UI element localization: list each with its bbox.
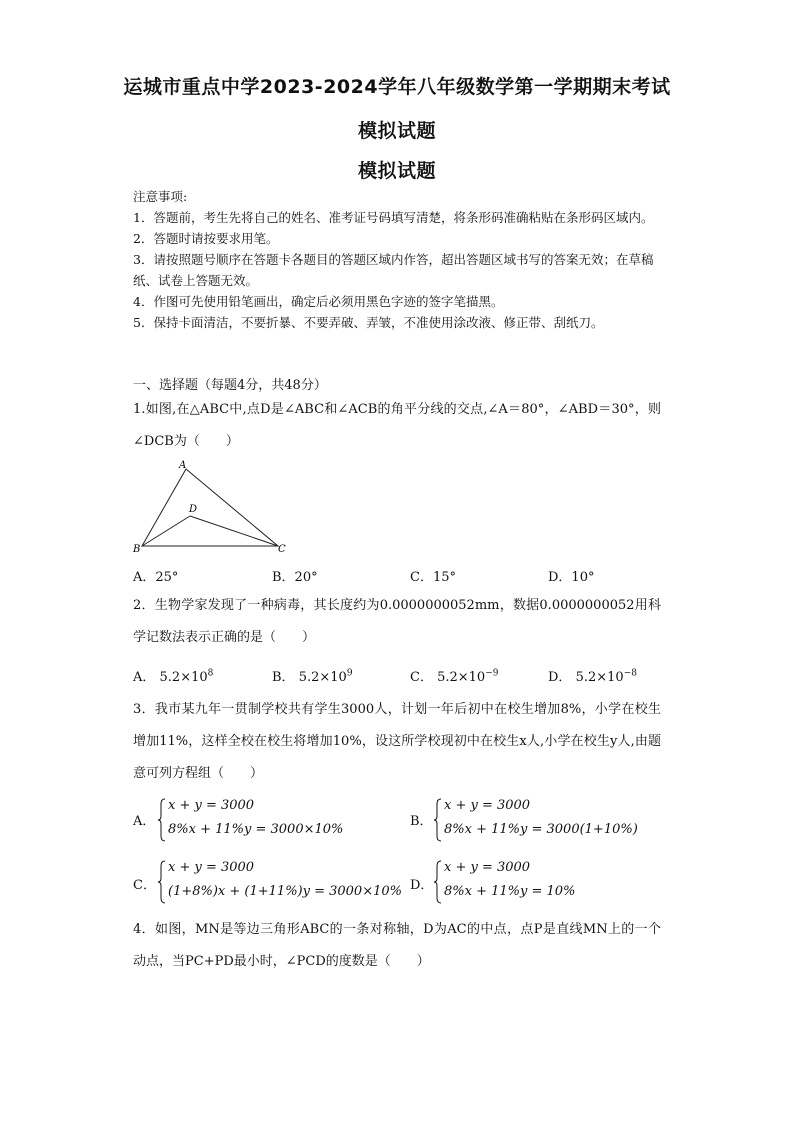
option-a[interactable]: A．25° (133, 570, 179, 585)
figure-label-a: A (179, 460, 187, 471)
option-letter: B． (272, 670, 295, 685)
option-value: 5.2×10 (437, 670, 486, 685)
equation-line-1: x + y = 3000 (444, 860, 531, 875)
note-item: 2．答题时请按要求用笔。 (133, 231, 279, 246)
brace-icon (434, 798, 442, 846)
exam-subtitle: 模拟试题 (357, 120, 436, 142)
figure-label-d: D (189, 504, 198, 515)
note-item: 4．作图可先使用铅笔画出，确定后必须用黑色字迹的签字笔描黑。 (133, 294, 504, 309)
triangle-figure (130, 456, 290, 556)
brace-icon (434, 860, 442, 908)
option-letter: A． (133, 670, 156, 685)
option-exponent: −8 (623, 668, 637, 679)
option-c[interactable]: C．15° (410, 570, 456, 585)
option-a[interactable] (133, 666, 213, 685)
brace-icon (158, 860, 166, 908)
equation-line-1: x + y = 3000 (444, 798, 531, 813)
option-exponent: −9 (485, 668, 499, 679)
equation-line-1: x + y = 3000 (168, 860, 255, 875)
option-value: 5.2×10 (298, 670, 347, 685)
equation-line-2: 8%x + 11%y = 3000×10% (168, 822, 344, 837)
figure-label-c: C (278, 544, 286, 555)
brace-icon (158, 798, 166, 846)
option-b[interactable]: B． (410, 814, 433, 829)
question-1-text: 1.如图,在△ABC中,点D是∠ABC和∠ACB的角平分线的交点,∠A＝80°，∠ABD＝30°，则∠DCB为（ ） (133, 402, 661, 449)
option-d[interactable]: D． (410, 878, 434, 893)
option-c[interactable] (410, 666, 498, 685)
note-item: 1．答题前，考生先将自己的姓名、准考证号码填写清楚，将条形码准确粘贴在条形码区域内。 (133, 210, 654, 225)
option-exponent: 8 (207, 668, 214, 679)
option-letter: C． (410, 670, 433, 685)
note-item: 5．保持卡面清洁，不要折暴、不要弄破、弄皱，不准使用涂改液、修正带、刮纸刀。 (133, 315, 604, 330)
notes-block (133, 186, 663, 333)
option-d[interactable] (548, 666, 637, 685)
option-value: 5.2×10 (575, 670, 624, 685)
equation-line-2: 8%x + 11%y = 10% (444, 884, 576, 899)
equation-line-2: 8%x + 11%y = 3000(1+10%) (444, 822, 638, 837)
option-c[interactable]: C． (133, 878, 156, 893)
question-4-text: 4．如图，MN是等边三角形ABC的一条对称轴，D为AC的中点，点P是直线MN上的一个动点，当PC+PD最小时，∠PCD的度数是（ ） (133, 922, 661, 969)
question-2-text: 2．生物学家发现了一种病毒，其长度约为0.0000000052mm，数据0.0000000052用科学记数法表示正确的是（ ） (133, 598, 661, 645)
option-b[interactable] (272, 666, 353, 685)
figure-label-b: B (133, 544, 141, 555)
option-letter: D． (548, 670, 572, 685)
section-heading: 一、选择题（每题4分，共48分） (133, 378, 327, 393)
option-value: 5.2×10 (159, 670, 208, 685)
option-exponent: 9 (346, 668, 353, 679)
equation-line-1: x + y = 3000 (168, 798, 255, 813)
option-b[interactable]: B．20° (272, 570, 318, 585)
equation-line-2: (1+8%)x + (1+11%)y = 3000×10% (168, 884, 402, 899)
notes-heading: 注意事项: (133, 189, 188, 204)
question-3-text: 3．我市某九年一贯制学校共有学生3000人，计划一年后初中在校生增加8%，小学在校生增加11%，这样全校在校生将增加10%，设这所学校现初中在校生x人,小学在校生y人,由题意可列方程组（ ） (133, 702, 661, 781)
note-item: 3．请按照题号顺序在答题卡各题目的答题区域内作答，超出答题区域书写的答案无效；在草稿纸、试卷上答题无效。 (133, 252, 654, 288)
exam-title: 运城市重点中学2023-2024学年八年级数学第一学期期末考试 (123, 76, 671, 98)
option-a[interactable]: A． (133, 814, 156, 829)
exam-subtitle-repeat: 模拟试题 (357, 160, 436, 182)
option-d[interactable]: D．10° (548, 570, 595, 585)
